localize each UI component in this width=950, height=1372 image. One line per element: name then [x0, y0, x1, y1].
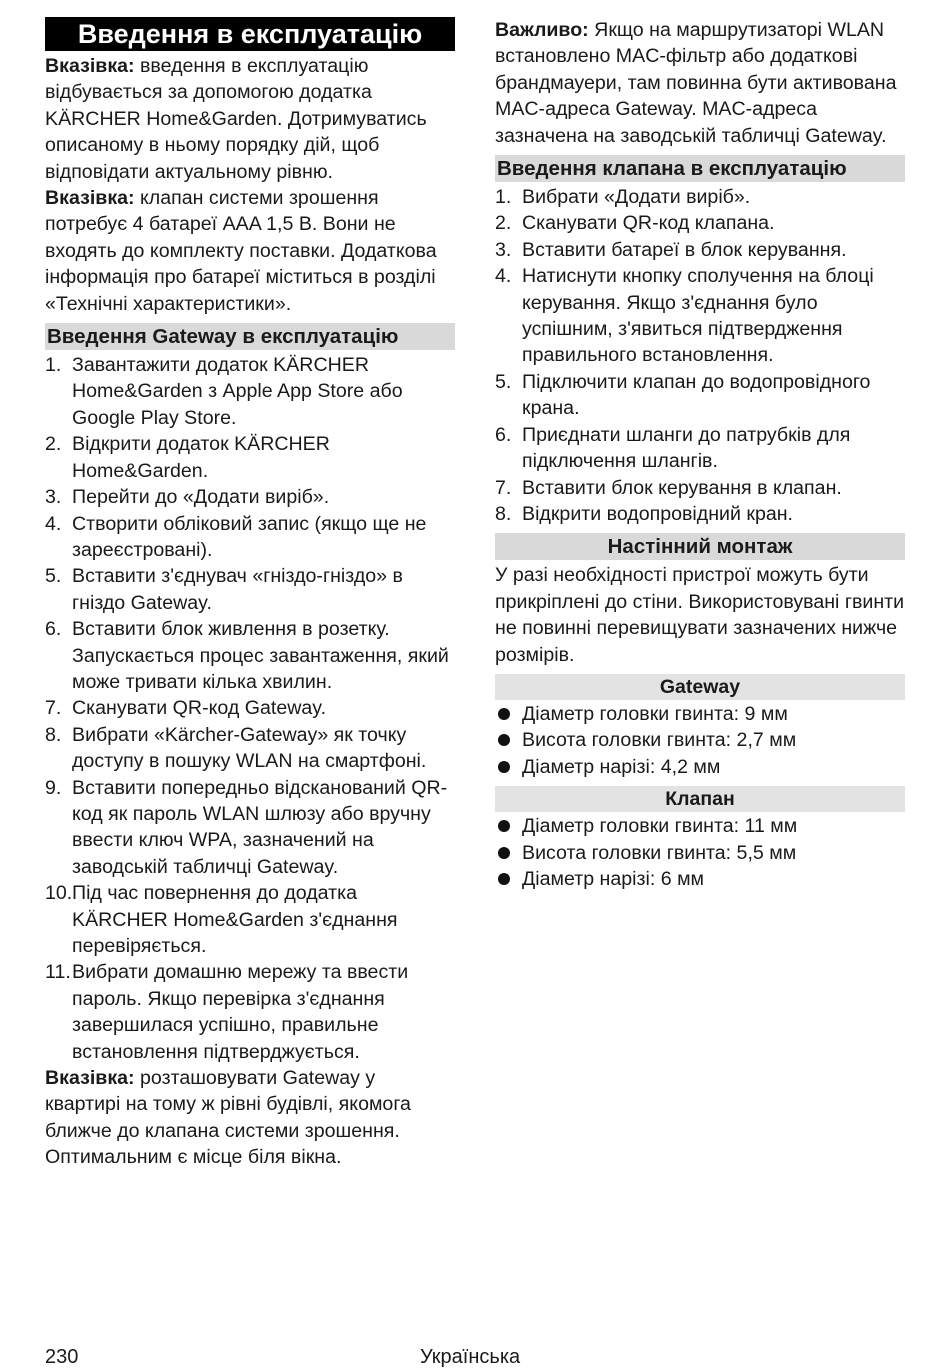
list-item: [45, 959, 455, 1065]
list-item: [495, 263, 905, 369]
step-number: 1.: [495, 186, 512, 209]
spec-text: Діаметр нарізі: 4,2 мм: [522, 755, 721, 778]
gateway-subheading: Gateway: [495, 674, 905, 700]
step-number: 7.: [495, 476, 512, 499]
language-label: Українська: [420, 1346, 521, 1368]
step-text: Вставити блок керування в клапан.: [522, 476, 842, 499]
step-text: Вставити попередньо відсканований QR-код як пароль WLAN шлюзу або вручну ввести ключ WPA, зазначений на заводській табличці Gateway.: [72, 776, 448, 878]
wall-mount-heading: Настінний монтаж: [495, 533, 905, 560]
step-number: 8.: [45, 723, 62, 746]
step-number: 3.: [495, 238, 512, 261]
valve-subheading: Клапан: [495, 786, 905, 812]
step-number: 5.: [45, 565, 62, 588]
list-item: [495, 210, 905, 236]
list-item: [495, 727, 905, 753]
step-text: Вибрати «Kärcher-Gateway» як точку доступу в пошуку WLAN на смартфоні.: [72, 723, 427, 773]
wall-mount-text: У разі необхідності пристрої можуть бути прикріплені до стіни. Використовувані гвинти не повинні перевищувати зазначених нижче розмірів.: [495, 564, 905, 666]
step-text: Перейти до «Додати виріб».: [72, 486, 330, 509]
bullet-icon: [498, 708, 510, 720]
gateway-specs-list: [495, 701, 905, 780]
step-number: 7.: [45, 697, 62, 720]
list-item: [495, 422, 905, 475]
list-item: [45, 352, 455, 431]
spec-text: Діаметр головки гвинта: 11 мм: [522, 815, 798, 838]
note-label: Вказівка:: [45, 55, 135, 77]
step-number: 2.: [495, 212, 512, 235]
step-number: 5.: [495, 370, 512, 393]
important-label: Важливо:: [495, 19, 589, 41]
step-number: 2.: [45, 433, 62, 456]
gateway-steps-list: [45, 352, 455, 1065]
step-number: 1.: [45, 354, 62, 377]
page-title: Введення в експлуатацію: [45, 17, 455, 51]
bullet-icon: [498, 873, 510, 885]
list-item: [45, 563, 455, 616]
step-text: Приєднати шланги до патрубків для підключення шлангів.: [522, 423, 851, 473]
note-batteries: [45, 185, 455, 317]
list-item: [495, 754, 905, 780]
page-number: 230: [45, 1346, 79, 1368]
step-number: 10.: [45, 882, 73, 905]
list-item: [495, 237, 905, 263]
list-item: [495, 813, 905, 839]
list-item: [495, 184, 905, 210]
step-text: Відкрити додаток KÄRCHER Home&Garden.: [72, 433, 330, 482]
step-text: Вставити блок живлення в розетку. Запускається процес завантаження, який може тривати кілька хвилин.: [72, 618, 449, 693]
list-item: [495, 501, 905, 527]
note-text: введення в експлуатацію відбувається за допомогою додатка KÄRCHER Home&Garden. Дотримуватись описаному в ньому порядку дій, щоб відповідати актуальному рівню.: [45, 55, 427, 183]
list-item: [45, 722, 455, 775]
bullet-icon: [498, 734, 510, 746]
left-column: [45, 17, 455, 1171]
step-number: 6.: [495, 423, 512, 446]
spec-text: Висота головки гвинта: 2,7 мм: [522, 729, 797, 752]
step-number: 3.: [45, 486, 62, 509]
list-item: [495, 369, 905, 422]
gateway-setup-heading: Введення Gateway в експлуатацію: [45, 323, 455, 350]
step-text: Вставити з'єднувач «гніздо-гніздо» в гніздо Gateway.: [72, 565, 403, 614]
step-text: Сканувати QR-код Gateway.: [72, 697, 327, 720]
list-item: [45, 431, 455, 484]
step-text: Натиснути кнопку сполучення на блоці керування. Якщо з'єднання було успішним, з'явиться підтвердження правильного встановлення.: [522, 265, 874, 367]
step-number: 4.: [45, 512, 62, 535]
step-number: 11.: [45, 961, 71, 984]
note-label: Вказівка:: [45, 187, 135, 210]
list-item: [45, 511, 455, 564]
spec-text: Діаметр головки гвинта: 9 мм: [522, 702, 788, 725]
list-item: [495, 866, 905, 892]
step-text: Вставити батареї в блок керування.: [522, 238, 847, 261]
valve-setup-heading: Введення клапана в експлуатацію: [495, 155, 905, 182]
step-text: Сканувати QR-код клапана.: [522, 212, 775, 235]
important-text: Якщо на маршрутизаторі WLAN встановлено MAC-фільтр або додаткові брандмауери, там повинна бути активована MAC-адреса Gateway. MAC-адреса зазначена на заводській табличці Gateway.: [495, 19, 897, 147]
list-item: [45, 775, 455, 881]
step-number: 6.: [45, 618, 62, 641]
important-note: [495, 17, 905, 149]
note-text: клапан системи зрошення потребує 4 батареї AAA 1,5 В. Вони не входять до комплекту поставки. Додаткова інформація про батареї міститься в розділі «Технічні характеристики».: [45, 187, 437, 315]
step-text: Вибрати «Додати виріб».: [522, 186, 751, 209]
bullet-icon: [498, 820, 510, 832]
list-item: [45, 616, 455, 695]
list-item: [45, 880, 455, 959]
bullet-icon: [498, 761, 510, 773]
step-number: 9.: [45, 776, 62, 799]
step-text: Завантажити додаток KÄRCHER Home&Garden з Apple App Store або Google Play Store.: [72, 354, 403, 429]
valve-steps-list: [495, 184, 905, 527]
list-item: [495, 475, 905, 501]
step-text: Підключити клапан до водопровідного крана.: [522, 370, 871, 420]
list-item: [495, 701, 905, 727]
list-item: [495, 840, 905, 866]
spec-text: Висота головки гвинта: 5,5 мм: [522, 841, 797, 864]
step-text: Створити обліковий запис (якщо ще не зареєстровані).: [72, 512, 427, 561]
note-text: розташовувати Gateway у квартирі на тому ж рівні будівлі, якомога ближче до клапана системи зрошення. Оптимальним є місце біля вікна.: [45, 1067, 411, 1169]
step-text: Вибрати домашню мережу та ввести пароль. Якщо перевірка з'єднання завершилася успішно, правильне встановлення підтверджується.: [72, 961, 409, 1063]
step-number: 8.: [495, 502, 512, 525]
note-label: Вказівка:: [45, 1067, 135, 1090]
valve-specs-list: [495, 813, 905, 892]
step-number: 4.: [495, 265, 512, 288]
right-column: [495, 17, 905, 892]
spec-text: Діаметр нарізі: 6 мм: [522, 867, 705, 890]
note-app-setup: [45, 53, 455, 185]
step-text: Під час повернення до додатка KÄRCHER Home&Garden з'єднання перевіряється.: [72, 882, 398, 957]
list-item: [45, 695, 455, 721]
note-gateway-placement: [45, 1065, 455, 1171]
list-item: [45, 484, 455, 510]
bullet-icon: [498, 847, 510, 859]
step-text: Відкрити водопровідний кран.: [522, 502, 794, 525]
